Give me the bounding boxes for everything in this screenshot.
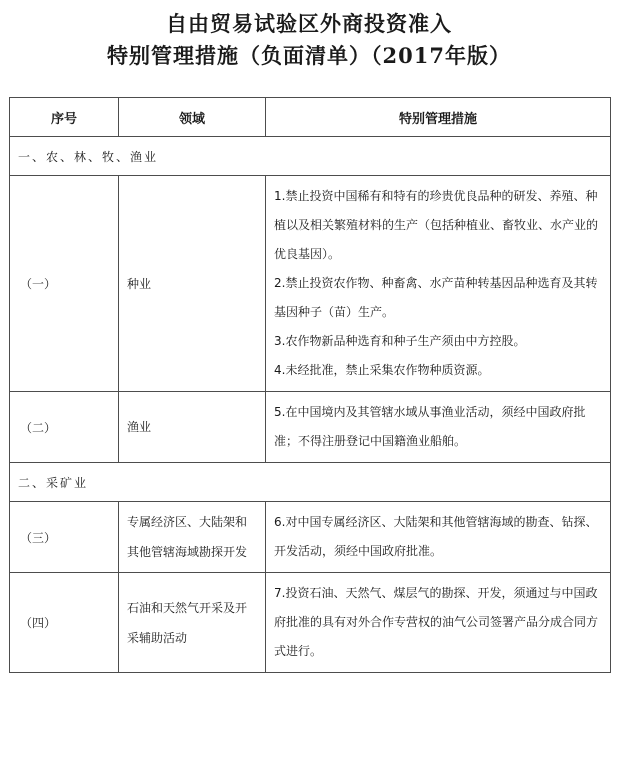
header-serial-no: 序号 xyxy=(10,98,119,137)
measure-item: 4.未经批准，禁止采集农作物种质资源。 xyxy=(274,363,490,377)
row-field: 种业 xyxy=(119,176,266,392)
table-header-row xyxy=(10,98,611,137)
document-title xyxy=(0,0,618,72)
table-row xyxy=(10,176,611,392)
row-number: （一） xyxy=(10,176,119,392)
row-field: 专属经济区、大陆架和其他管辖海域勘探开发 xyxy=(119,502,266,573)
row-measures xyxy=(266,176,611,392)
row-number: （三） xyxy=(10,502,119,573)
section-heading-row xyxy=(10,137,611,176)
negative-list-table xyxy=(9,97,611,673)
row-number: （二） xyxy=(10,392,119,463)
header-field: 领域 xyxy=(119,98,266,137)
row-measures xyxy=(266,573,611,673)
section-heading: 一、农、林、牧、渔业 xyxy=(10,137,611,176)
row-measures xyxy=(266,392,611,463)
section-heading-row xyxy=(10,463,611,502)
table-row xyxy=(10,392,611,463)
row-field: 渔业 xyxy=(119,392,266,463)
title-line-2: 特别管理措施（负面清单）（2017年版） xyxy=(107,43,511,68)
measure-item: 6.对中国专属经济区、大陆架和其他管辖海域的勘查、钻探、开发活动，须经中国政府批准。 xyxy=(274,515,598,558)
measure-item: 5.在中国境内及其管辖水域从事渔业活动，须经中国政府批准；不得注册登记中国籍渔业船舶。 xyxy=(274,405,586,448)
row-number: （四） xyxy=(10,573,119,673)
header-measures: 特别管理措施 xyxy=(266,98,611,137)
row-field: 石油和天然气开采及开采辅助活动 xyxy=(119,573,266,673)
row-measures xyxy=(266,502,611,573)
title-line-1: 自由贸易试验区外商投资准入 xyxy=(166,11,452,36)
measure-item: 2.禁止投资农作物、种畜禽、水产苗种转基因品种选育及其转基因种子（苗）生产。 xyxy=(274,276,598,319)
measure-item: 3.农作物新品种选育和种子生产须由中方控股。 xyxy=(274,334,526,348)
measure-item: 1.禁止投资中国稀有和特有的珍贵优良品种的研发、养殖、种植以及相关繁殖材料的生产（包括种植业、畜牧业、水产业的优良基因）。 xyxy=(274,189,599,261)
measure-item: 7.投资石油、天然气、煤层气的勘探、开发，须通过与中国政府批准的具有对外合作专营权的油气公司签署产品分成合同方式进行。 xyxy=(274,586,599,658)
section-heading: 二、采矿业 xyxy=(10,463,611,502)
table-row xyxy=(10,502,611,573)
table-row xyxy=(10,573,611,673)
